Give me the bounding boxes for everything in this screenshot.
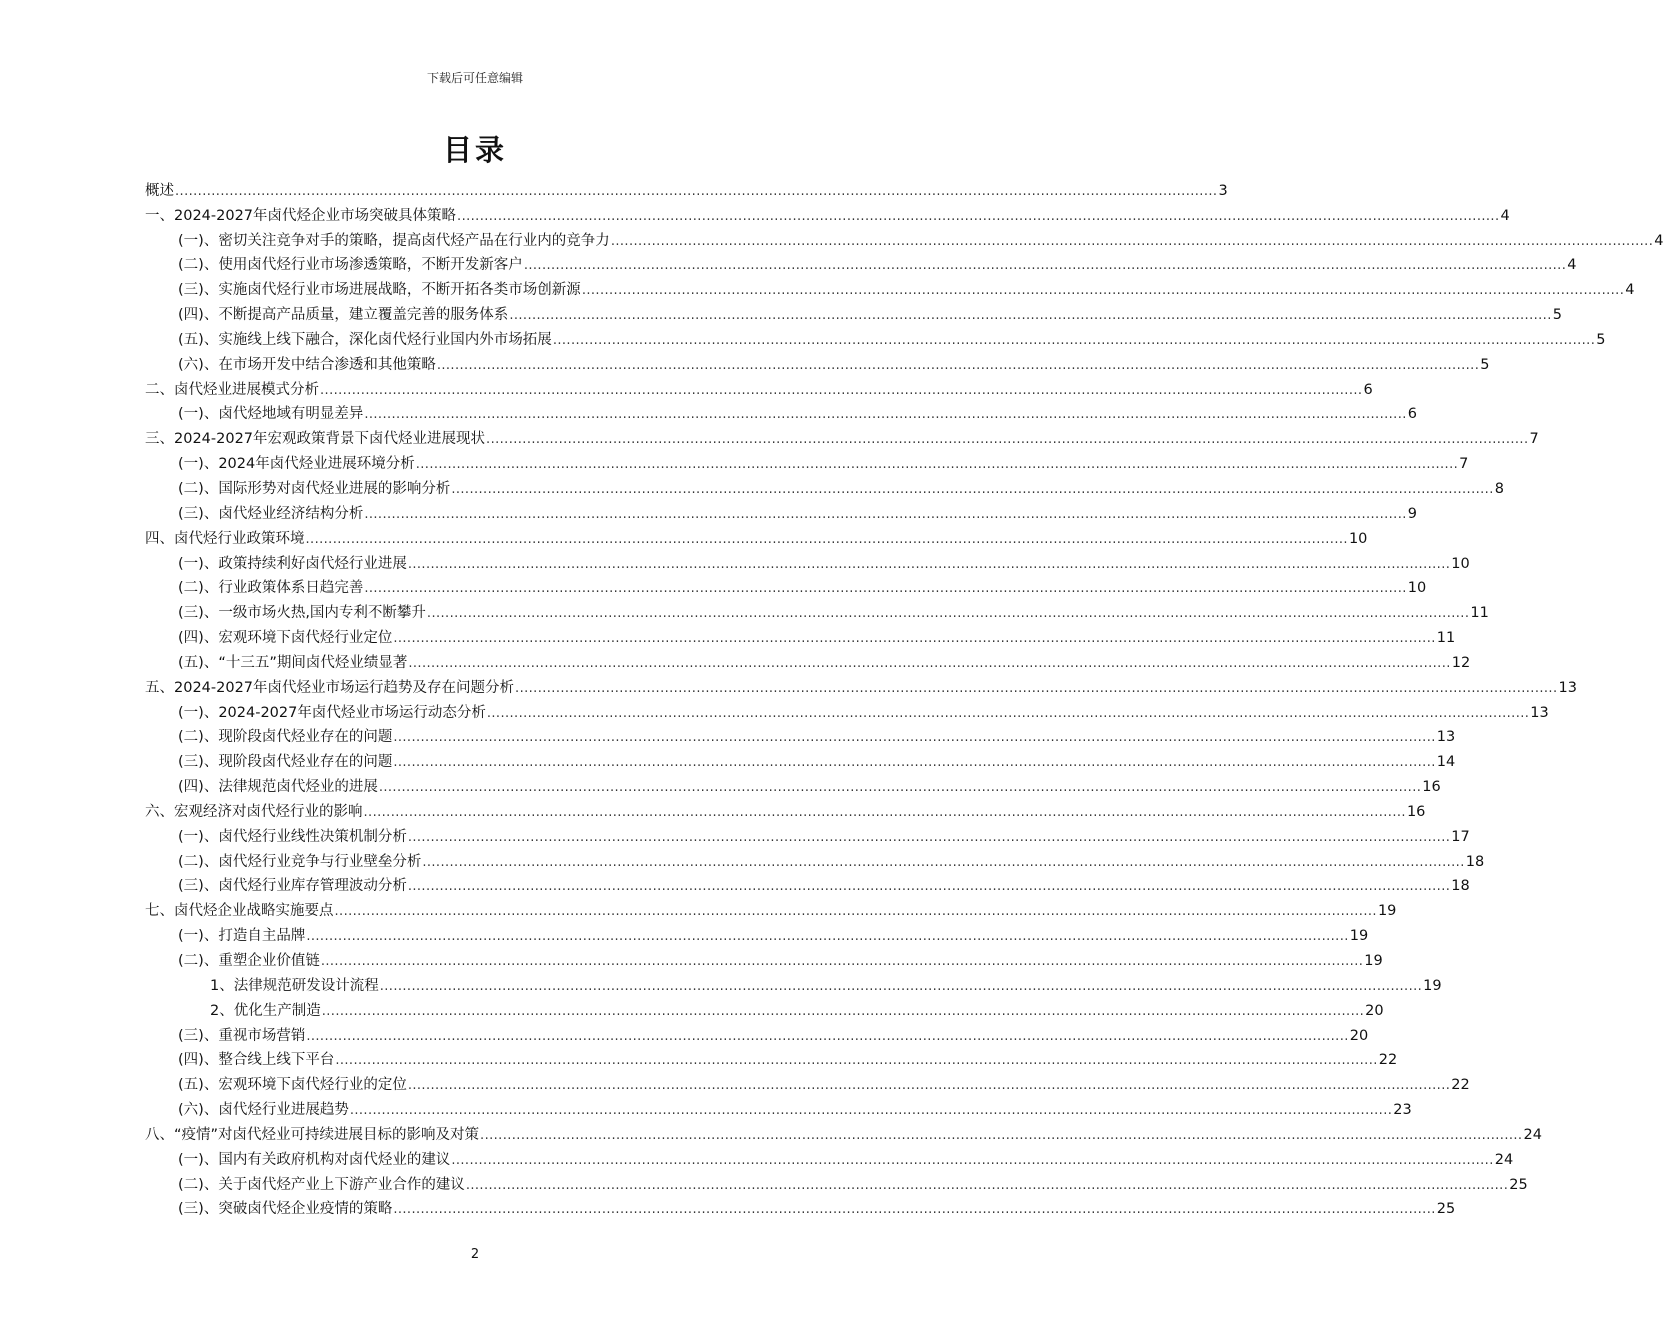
toc-entry-title: 四、卤代烃行业政策环境	[145, 530, 305, 547]
toc-entry-title: (一)、政策持续利好卤代烃行业进展	[178, 555, 407, 572]
toc-entry-page: 25	[1509, 1176, 1528, 1193]
toc-entry-page: 19	[1364, 953, 1383, 969]
toc-entry[interactable]	[145, 474, 1504, 499]
toc-dot-leader: ......................................................................................................................................................................................................................................	[451, 1152, 1494, 1168]
toc-dot-leader: ......................................................................................................................................................................................................................................	[393, 730, 1436, 746]
toc-entry[interactable]	[145, 996, 1384, 1021]
toc-entry-title: 六、宏观经济对卤代烃行业的影响	[145, 803, 363, 820]
toc-entry-page: 16	[1422, 779, 1441, 796]
toc-entry[interactable]	[145, 847, 1485, 872]
toc-entry-title: (三)、卤代烃业经济结构分析	[178, 505, 364, 522]
toc-entry-title: (六)、在市场开发中结合渗透和其他策略	[178, 356, 436, 373]
toc-entry-page: 23	[1393, 1102, 1412, 1119]
toc-dot-leader: ......................................................................................................................................................................................................................................	[320, 382, 1363, 398]
toc-dot-leader: ......................................................................................................................................................................................................................................	[436, 357, 1480, 373]
toc-dot-leader: ......................................................................................................................................................................................................................................	[407, 879, 1451, 895]
toc-entry[interactable]	[145, 1145, 1514, 1170]
toc-dot-leader: ......................................................................................................................................................................................................................................	[515, 680, 1558, 696]
toc-dot-leader: ......................................................................................................................................................................................................................................	[393, 755, 1436, 771]
toc-entry[interactable]	[145, 549, 1470, 574]
toc-dot-leader: ......................................................................................................................................................................................................................................	[379, 978, 1423, 994]
toc-entry-title: (五)、“十三五”期间卤代烃业绩显著	[178, 654, 408, 671]
toc-entry-title: 三、2024-2027年宏观政策背景下卤代烃业进展现状	[145, 431, 486, 448]
toc-entry[interactable]	[145, 300, 1562, 325]
toc-entry[interactable]	[145, 325, 1606, 350]
toc-dot-leader: ......................................................................................................................................................................................................................................	[363, 804, 1406, 820]
toc-dot-leader: ......................................................................................................................................................................................................................................	[451, 481, 1494, 497]
toc-entry-title: 八、“疫情”对卤代烃业可持续进展目标的影响及对策	[145, 1126, 480, 1143]
toc-entry-page: 13	[1558, 679, 1577, 696]
toc-dot-leader: ......................................................................................................................................................................................................................................	[407, 556, 1451, 572]
toc-entry-title: (五)、宏观环境下卤代烃行业的定位	[178, 1077, 407, 1094]
toc-dot-leader: ......................................................................................................................................................................................................................................	[407, 1078, 1451, 1094]
toc-entry[interactable]	[145, 1021, 1369, 1046]
toc-dot-leader: ......................................................................................................................................................................................................................................	[175, 183, 1218, 199]
toc-entry-title: (三)、突破卤代烃企业疫情的策略	[178, 1201, 393, 1218]
toc-entry[interactable]	[145, 1070, 1470, 1095]
toc-entry-title: 五、2024-2027年卤代烃业市场运行趋势及存在问题分析	[145, 679, 515, 696]
toc-entry-title: (二)、关于卤代烃产业上下游产业合作的建议	[178, 1176, 465, 1193]
toc-entry[interactable]	[145, 1046, 1398, 1071]
page-number: 2	[470, 1247, 480, 1262]
toc-entry-page: 10	[1451, 555, 1470, 572]
toc-entry[interactable]	[145, 747, 1456, 772]
toc-entry-page: 22	[1451, 1077, 1470, 1094]
toc-entry-title: (一)、打造自主品牌	[178, 928, 306, 945]
toc-dot-leader: ......................................................................................................................................................................................................................................	[486, 432, 1529, 448]
toc-entry-page: 16	[1406, 803, 1426, 820]
toc-entry-page: 4	[1654, 232, 1663, 249]
toc-entry[interactable]	[145, 1095, 1412, 1120]
toc-entry-title: (二)、现阶段卤代烃业存在的问题	[178, 729, 393, 746]
toc-dot-leader: ......................................................................................................................................................................................................................................	[407, 829, 1451, 845]
toc-entry-title: (二)、国际形势对卤代烃业进展的影响分析	[178, 480, 451, 497]
toc-entry-page: 12	[1451, 654, 1471, 671]
toc-entry[interactable]	[145, 275, 1635, 300]
toc-entry[interactable]	[145, 1170, 1528, 1195]
toc-dot-leader: ......................................................................................................................................................................................................................................	[306, 1028, 1349, 1044]
toc-dot-leader: ......................................................................................................................................................................................................................................	[334, 904, 1377, 920]
toc-entry-page: 4	[1500, 207, 1510, 224]
toc-entry-page: 3	[1218, 182, 1228, 199]
toc-entry-page: 13	[1530, 704, 1549, 721]
toc-entry-title: (一)、密切关注竞争对手的策略，提高卤代烃产品在行业内的竞争力	[178, 232, 610, 249]
toc-entry-page: 17	[1451, 828, 1470, 845]
toc-dot-leader: ......................................................................................................................................................................................................................................	[305, 531, 1348, 547]
toc-dot-leader: ......................................................................................................................................................................................................................................	[465, 1177, 1509, 1193]
toc-entry-page: 5	[1480, 356, 1490, 373]
toc-entry-title: 概述	[145, 182, 174, 199]
toc-entry-page: 4	[1567, 257, 1577, 274]
toc-dot-leader: ......................................................................................................................................................................................................................................	[335, 1053, 1378, 1069]
toc-dot-leader: ......................................................................................................................................................................................................................................	[610, 233, 1654, 249]
toc-entry-page: 18	[1451, 878, 1470, 895]
toc-entry-page: 22	[1378, 1052, 1398, 1069]
toc-entry-page: 5	[1596, 331, 1606, 348]
toc-entry[interactable]	[145, 499, 1417, 524]
toc-entry-title: (二)、使用卤代烃行业市场渗透策略，不断开发新客户	[178, 257, 523, 274]
toc-entry-page: 19	[1377, 903, 1397, 920]
toc-entry-page: 11	[1470, 605, 1489, 622]
toc-entry-page: 7	[1459, 456, 1469, 473]
toc-entry[interactable]	[145, 698, 1549, 723]
toc-dot-leader: ......................................................................................................................................................................................................................................	[581, 283, 1625, 299]
toc-entry-title: (四)、整合线上线下平台	[178, 1052, 335, 1069]
toc-dot-leader: ......................................................................................................................................................................................................................................	[486, 705, 1530, 721]
toc-dot-leader: ......................................................................................................................................................................................................................................	[320, 954, 1364, 969]
toc-entry-title: 一、2024-2027年卤代烃企业市场突破具体策略	[145, 207, 457, 224]
toc-entry-title: (一)、卤代烃行业线性决策机制分析	[178, 828, 407, 845]
toc-entry-title: (三)、一级市场火热,国内专利不断攀升	[178, 605, 426, 622]
toc-entry-title: 2、优化生产制造	[210, 1002, 321, 1019]
toc-entry-title: (三)、重视市场营销	[178, 1027, 306, 1044]
toc-entry[interactable]	[145, 946, 1383, 971]
toc-entry-title: (三)、现阶段卤代烃业存在的问题	[178, 754, 393, 771]
toc-entry-page: 13	[1436, 729, 1456, 746]
toc-entry-title: (四)、法律规范卤代烃业的进展	[178, 779, 378, 796]
toc-dot-leader: ......................................................................................................................................................................................................................................	[364, 581, 1407, 597]
toc-entry[interactable]	[145, 375, 1373, 400]
toc-dot-leader: ......................................................................................................................................................................................................................................	[509, 308, 1552, 324]
toc-entry-title: 七、卤代烃企业战略实施要点	[145, 903, 334, 920]
toc-entry-page: 11	[1436, 630, 1456, 647]
toc-dot-leader: ......................................................................................................................................................................................................................................	[523, 258, 1567, 274]
toc-entry[interactable]	[145, 350, 1490, 375]
toc-entry-title: (二)、行业政策体系日趋完善	[178, 580, 364, 597]
toc-entry-title: (四)、不断提高产品质量，建立覆盖完善的服务体系	[178, 307, 509, 324]
toc-entry-title: (一)、2024-2027年卤代烃业市场运行动态分析	[178, 704, 486, 721]
toc-entry[interactable]	[145, 1120, 1542, 1145]
toc-entry[interactable]	[145, 574, 1427, 599]
toc-entry-title: 二、卤代烃业进展模式分析	[145, 381, 319, 398]
toc-dot-leader: ......................................................................................................................................................................................................................................	[364, 506, 1407, 522]
toc-entry[interactable]	[145, 226, 1663, 251]
toc-entry[interactable]	[145, 723, 1456, 748]
toc-dot-leader: ......................................................................................................................................................................................................................................	[415, 457, 1459, 473]
toc-dot-leader: ......................................................................................................................................................................................................................................	[480, 1127, 1523, 1143]
header-note: 下载后可任意编辑	[426, 71, 523, 85]
toc-entry-title: 1、法律规范研发设计流程	[210, 977, 379, 994]
toc-dot-leader: ......................................................................................................................................................................................................................................	[321, 1003, 1365, 1019]
toc-dot-leader: ......................................................................................................................................................................................................................................	[378, 780, 1422, 796]
toc-entry[interactable]	[145, 772, 1441, 797]
toc-entry[interactable]	[145, 201, 1510, 226]
toc-dot-leader: ......................................................................................................................................................................................................................................	[457, 208, 1500, 224]
toc-entry[interactable]	[145, 449, 1469, 474]
toc-entry[interactable]	[145, 400, 1417, 425]
toc-dot-leader: ......................................................................................................................................................................................................................................	[364, 407, 1407, 423]
toc-entry[interactable]	[145, 797, 1426, 822]
toc-entry[interactable]	[145, 971, 1442, 996]
toc-dot-leader: ......................................................................................................................................................................................................................................	[422, 854, 1465, 870]
toc-entry[interactable]	[145, 896, 1397, 921]
toc-entry-page: 19	[1349, 928, 1369, 945]
toc-entry-page: 10	[1348, 530, 1368, 547]
toc-entry-page: 5	[1552, 307, 1562, 324]
toc-dot-leader: ......................................................................................................................................................................................................................................	[306, 929, 1349, 945]
toc-entry-page: 6	[1363, 381, 1373, 398]
toc-entry-page: 24	[1523, 1126, 1542, 1143]
toc-entry[interactable]	[145, 598, 1489, 623]
toc-entry[interactable]	[145, 822, 1470, 847]
toc-dot-leader: ......................................................................................................................................................................................................................................	[349, 1103, 1393, 1119]
toc-entry-title: (六)、卤代烃行业进展趋势	[178, 1102, 349, 1119]
toc-entry[interactable]	[145, 251, 1577, 276]
toc-entry[interactable]	[145, 623, 1456, 648]
toc-entry-title: (三)、卤代烃行业库存管理波动分析	[178, 878, 407, 895]
toc-entry[interactable]	[145, 648, 1471, 673]
toc-entry-title: (一)、卤代烃地域有明显差异	[178, 406, 364, 423]
toc-entry[interactable]	[145, 524, 1368, 549]
toc-dot-leader: ......................................................................................................................................................................................................................................	[426, 606, 1470, 622]
toc-entry[interactable]	[145, 176, 1228, 201]
toc-dot-leader: ......................................................................................................................................................................................................................................	[393, 631, 1436, 647]
toc-dot-leader: ......................................................................................................................................................................................................................................	[393, 1202, 1436, 1218]
toc-entry-page: 20	[1365, 1002, 1384, 1019]
toc-entry-title: (五)、实施线上线下融合，深化卤代烃行业国内外市场拓展	[178, 331, 552, 348]
toc-entry-page: 10	[1407, 580, 1427, 597]
toc-entry[interactable]	[145, 424, 1539, 449]
toc-entry[interactable]	[145, 673, 1577, 698]
toc-entry[interactable]	[145, 872, 1470, 897]
toc-entry-page: 18	[1465, 853, 1485, 870]
toc-entry-page: 19	[1423, 977, 1442, 994]
toc-dot-leader: ......................................................................................................................................................................................................................................	[552, 332, 1596, 348]
toc-entry-page: 8	[1494, 480, 1504, 497]
toc-entry-title: (四)、宏观环境下卤代烃行业定位	[178, 630, 393, 647]
toc-entry-title: (一)、2024年卤代烃业进展环境分析	[178, 456, 415, 473]
toc-entry[interactable]	[145, 921, 1369, 946]
toc-entry-page: 20	[1349, 1027, 1369, 1044]
toc-entry-page: 9	[1407, 505, 1417, 522]
toc-entry[interactable]	[145, 1195, 1456, 1220]
toc-entry-title: (三)、实施卤代烃行业市场进展战略，不断开拓各类市场创新源	[178, 282, 581, 299]
toc-entry-title: (二)、重塑企业价值链	[178, 953, 320, 969]
toc-entry-page: 24	[1494, 1151, 1514, 1168]
toc-entry-page: 6	[1407, 406, 1417, 423]
toc-entry-title: (二)、卤代烃行业竞争与行业壁垒分析	[178, 853, 422, 870]
toc-title: 目录	[442, 133, 507, 167]
toc-entry-page: 25	[1436, 1201, 1456, 1218]
toc-entry-page: 14	[1436, 754, 1456, 771]
toc-dot-leader: ......................................................................................................................................................................................................................................	[408, 655, 1451, 671]
toc-entry-title: (一)、国内有关政府机构对卤代烃业的建议	[178, 1151, 451, 1168]
toc-entry-page: 7	[1529, 431, 1539, 448]
toc-entry-page: 4	[1625, 282, 1635, 299]
table-of-contents	[145, 176, 1663, 1219]
